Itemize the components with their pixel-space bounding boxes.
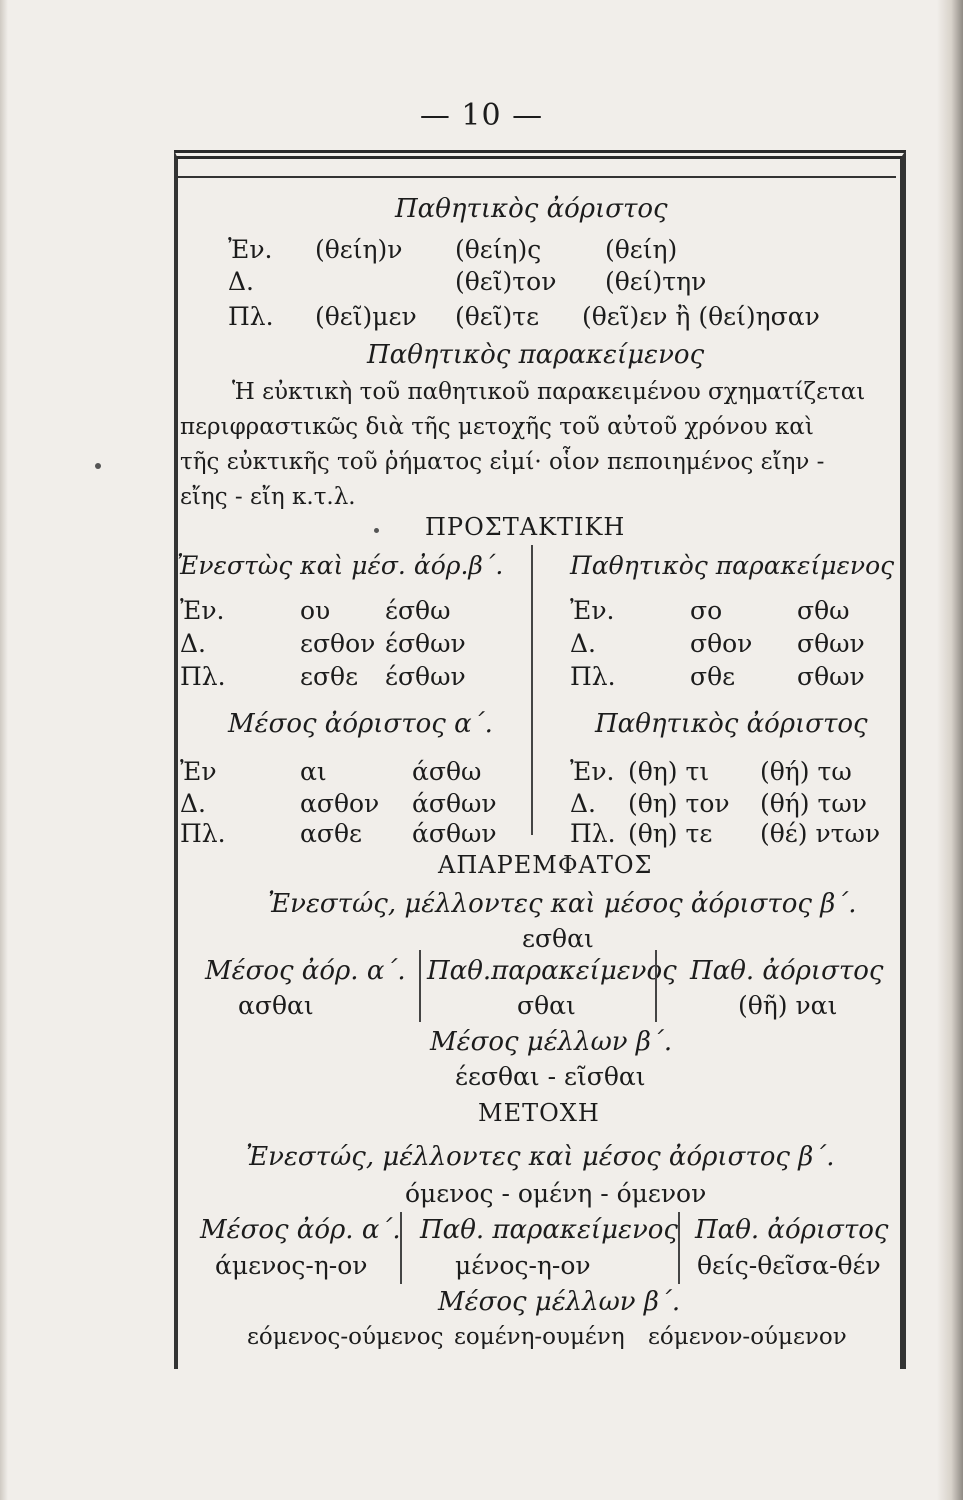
participle-col-title: Μέσος ἀόρ. α΄.: [200, 1215, 401, 1245]
form-cell: (θη) τον: [628, 789, 730, 818]
row-label: Πλ.: [180, 662, 226, 691]
form-cell: (θή) τω: [760, 757, 852, 786]
infinitive-col-title: Μέσος ἀόρ. α΄.: [205, 956, 406, 986]
ink-speck: [95, 463, 101, 469]
frame-top-rule: [174, 176, 896, 178]
row-label: Δ.: [180, 629, 207, 658]
infinitive-ending: εσθαι: [522, 924, 594, 953]
form-cell: (θεῖ)τον: [455, 267, 557, 296]
participle-future-ending: εόμενον-ούμενον: [648, 1324, 847, 1350]
row-label: Ἐν.: [570, 596, 615, 625]
form-cell: (θεῖ)τε: [455, 302, 540, 331]
aorist-passive-title: Παθητικὸς ἀόριστος: [395, 194, 668, 224]
column-divider: [400, 1212, 402, 1284]
row-label: Πλ.: [180, 819, 226, 848]
form-cell: άσθων: [412, 789, 497, 818]
participle-col-ending: μένος-η-ον: [455, 1251, 591, 1280]
infinitive-col-ending: σθαι: [517, 991, 576, 1020]
form-cell: ασθον: [300, 789, 380, 818]
infinitive-title: Ἐνεστώς, μέλλοντες καὶ μέσος ἀόριστος β΄.: [268, 889, 857, 919]
imperative-left2-title: Μέσος ἀόριστος α΄.: [228, 709, 493, 739]
participle-col-title: Παθ. ἀόριστος: [695, 1215, 889, 1245]
form-cell: εσθε: [300, 662, 359, 691]
form-cell: (θέ) ντων: [760, 819, 881, 848]
participle-future-title: Μέσος μέλλων β΄.: [438, 1287, 681, 1317]
form-cell: ασθε: [300, 819, 362, 848]
form-cell: (θείη)ς: [455, 235, 542, 264]
imperative-heading: ΠΡΟΣΤΑΚΤΙΚΗ: [425, 513, 626, 541]
row-label: Πλ.: [228, 302, 274, 331]
form-cell: (θη) τε: [628, 819, 713, 848]
ink-speck: [374, 528, 379, 533]
form-cell: (θεῖ)μεν: [315, 302, 417, 331]
page-binding-shadow: [937, 0, 963, 1500]
form-cell: σθον: [690, 629, 753, 658]
imperative-right2-title: Παθητικὸς ἀόριστος: [595, 709, 868, 739]
participle-future-ending: εομένη-ουμένη: [454, 1324, 625, 1350]
infinitive-col-ending: ασθαι: [238, 991, 314, 1020]
form-cell: (θείη): [605, 235, 678, 264]
form-cell: (θείη)ν: [315, 235, 403, 264]
row-label: Ἐν.: [228, 235, 273, 264]
form-cell: σθω: [797, 596, 850, 625]
paragraph-line: εἴης - εἴη κ.τ.λ.: [180, 484, 356, 510]
page-number: — 10 —: [419, 98, 544, 133]
paragraph-line: Ἡ εὐκτικὴ τοῦ παθητικοῦ παρακειμένου σχηματίζεται: [232, 379, 866, 405]
column-divider: [419, 950, 421, 1022]
row-label: Ἐν.: [570, 757, 615, 786]
infinitive-future-title: Μέσος μέλλων β΄.: [430, 1027, 673, 1057]
paragraph-line: τῆς εὐκτικῆς τοῦ ῥήματος εἰμί· οἷον πεποιημένος εἴην -: [180, 449, 825, 475]
form-cell: (θή) των: [760, 789, 867, 818]
form-cell: (θη) τι: [628, 757, 710, 786]
participle-col-ending: θείς-θεῖσα-θέν: [697, 1251, 881, 1280]
form-cell: έσθων: [385, 662, 466, 691]
row-label: Ἐν.: [180, 596, 225, 625]
infinitive-future-ending: έεσθαι - εῖσθαι: [455, 1062, 646, 1091]
column-divider: [655, 950, 657, 1022]
row-label: Ἐν: [180, 757, 217, 786]
form-cell: αι: [300, 757, 327, 786]
form-cell: άσθω: [412, 757, 482, 786]
row-label: Δ.: [180, 789, 207, 818]
column-divider: [531, 545, 533, 835]
row-label: Δ.: [570, 789, 597, 818]
form-cell: άσθων: [412, 819, 497, 848]
row-label: Δ.: [228, 267, 255, 296]
form-cell: (θεί)την: [605, 267, 707, 296]
infinitive-col-ending: (θῆ) ναι: [738, 991, 838, 1020]
paragraph-line: περιφραστικῶς διὰ τῆς μετοχῆς τοῦ αὐτοῦ χρόνου καὶ: [180, 414, 814, 440]
form-cell: έσθων: [385, 629, 466, 658]
row-label: Πλ.: [570, 662, 616, 691]
row-label: Δ.: [570, 629, 597, 658]
imperative-right-title: Παθητικὸς παρακείμενος: [570, 551, 895, 580]
page-left-edge: [0, 0, 8, 1500]
form-cell: σθε: [690, 662, 736, 691]
participle-future-ending: εόμενος-ούμενος: [247, 1324, 444, 1350]
participle-title: Ἐνεστώς, μέλλοντες καὶ μέσος ἀόριστος β΄.: [246, 1142, 835, 1172]
infinitive-col-title: Παθ. ἀόριστος: [690, 956, 884, 986]
column-divider: [678, 1212, 680, 1284]
form-cell: έσθω: [385, 596, 451, 625]
participle-heading: ΜΕΤΟΧΗ: [478, 1099, 600, 1127]
row-label: Πλ.: [570, 819, 616, 848]
form-cell: (θεῖ)εν ἢ (θεί)ησαν: [582, 302, 820, 331]
perfect-passive-title: Παθητικὸς παρακείμενος: [367, 340, 705, 370]
form-cell: σθων: [797, 629, 865, 658]
participle-ending: όμενος - ομένη - όμενον: [405, 1179, 707, 1208]
infinitive-col-title: Παθ.παρακείμενος: [427, 956, 677, 986]
participle-col-title: Παθ. παρακείμενος: [420, 1215, 678, 1245]
imperative-left-title: Ἐνεστὼς καὶ μέσ. ἀόρ.β΄.: [177, 551, 504, 580]
form-cell: εσθον: [300, 629, 376, 658]
form-cell: σθων: [797, 662, 865, 691]
form-cell: ου: [300, 596, 331, 625]
participle-col-ending: άμενος-η-ον: [215, 1251, 368, 1280]
form-cell: σο: [690, 596, 723, 625]
infinitive-heading: ΑΠΑΡΕΜΦΑΤΟΣ: [438, 851, 653, 879]
